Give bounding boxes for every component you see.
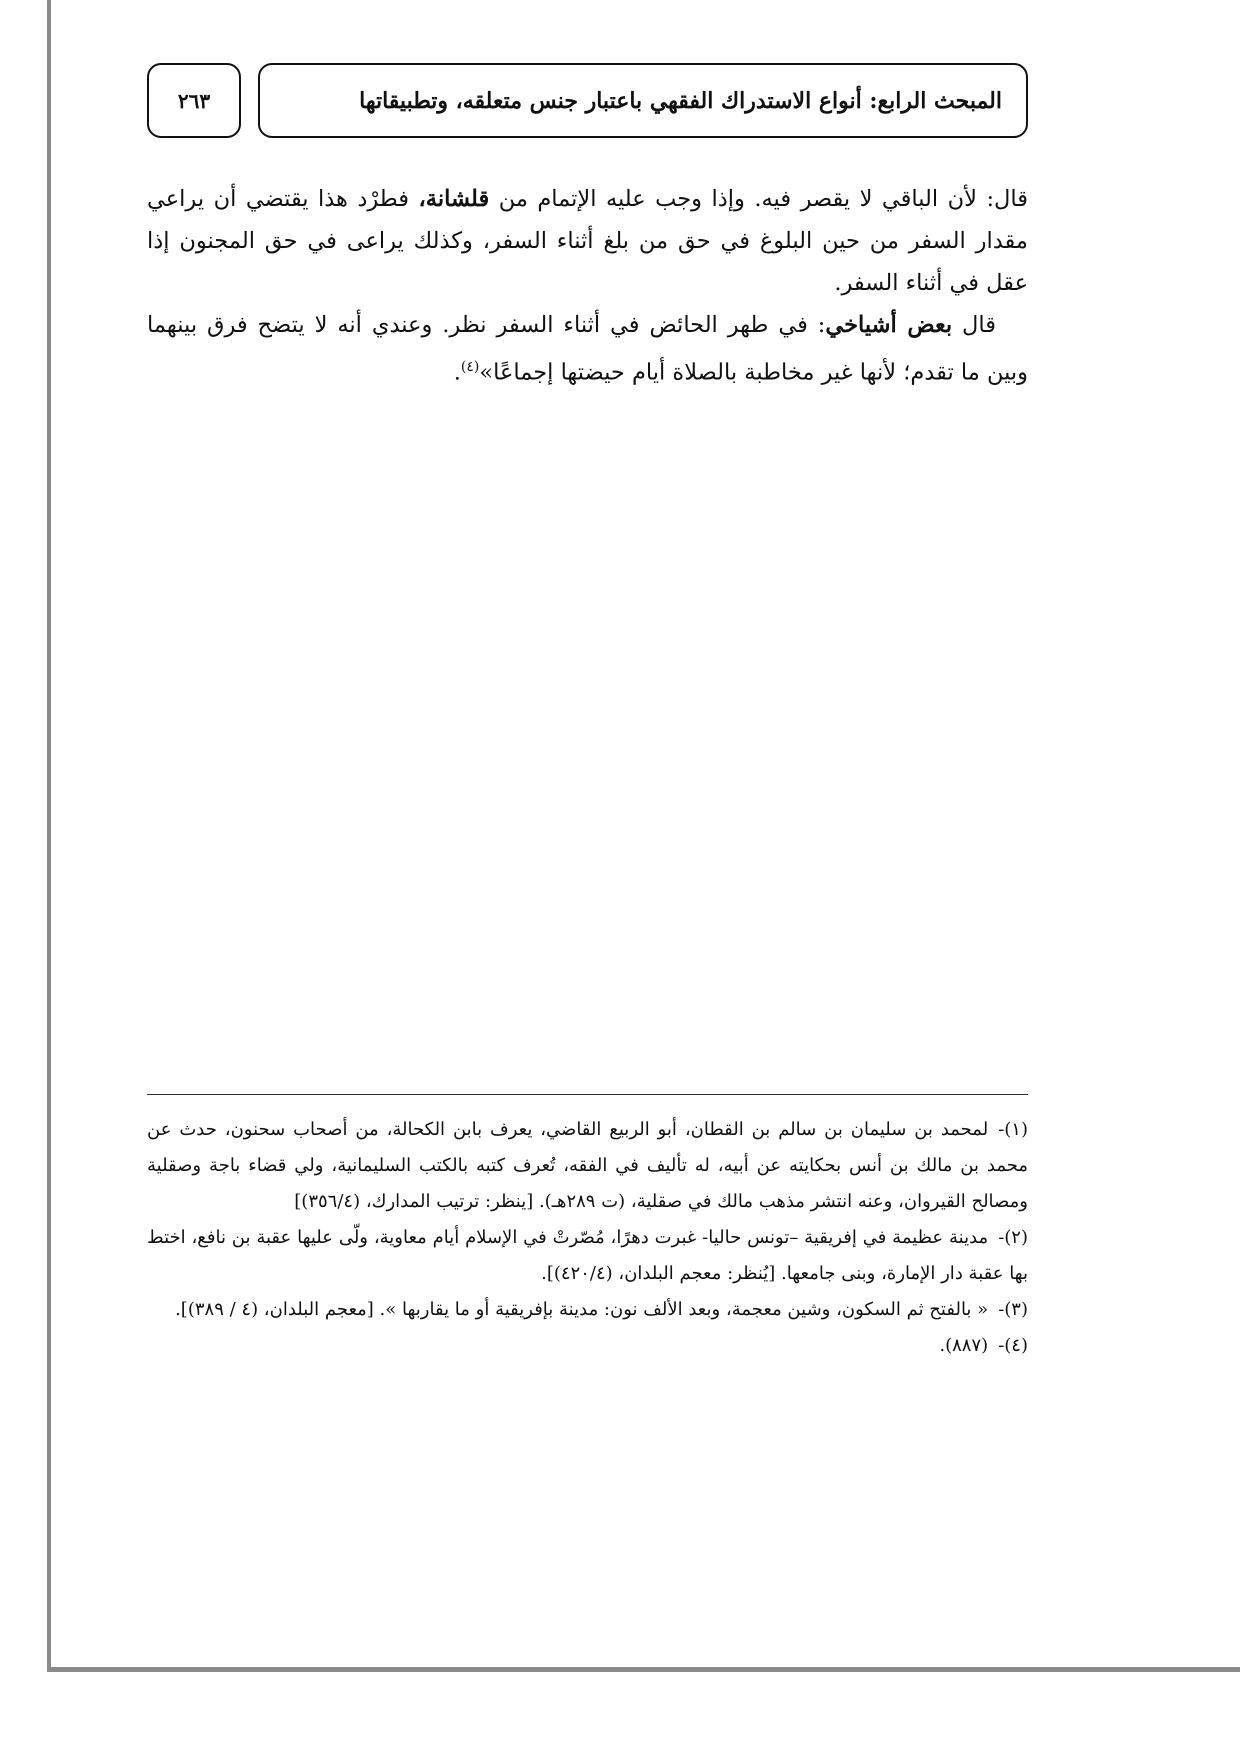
page-frame-left <box>47 0 51 1670</box>
paragraph <box>147 178 1028 304</box>
text-run: فطرْد هذا يقتضي أن يراعي مقدار السفر من حين البلوغ في حق من بلغ أثناء السفر، وكذلك يراعى في حق المجنون إذا عقل في أثناء السفر. <box>147 186 1028 296</box>
footnote <box>147 1112 1028 1220</box>
footnote-number: (٣)- <box>998 1299 1028 1320</box>
footnote <box>147 1292 1028 1328</box>
footnote-number: (١)- <box>998 1119 1028 1140</box>
text-run: قال <box>952 312 996 338</box>
footnote <box>147 1328 1028 1364</box>
emphasis-scholar: بعض أشياخي <box>825 312 953 338</box>
footnote-separator <box>147 1094 1028 1095</box>
running-header <box>258 63 1028 138</box>
footnote-reference[interactable]: (٤) <box>460 359 480 375</box>
text-run: . <box>453 359 461 386</box>
emphasis-place-name: قلشانة، <box>418 186 490 212</box>
main-text <box>147 178 1028 394</box>
text-run: قال: لأن الباقي لا يقصر فيه. وإذا وجب عليه الإتمام من <box>489 186 1028 212</box>
page-frame-bottom <box>47 1667 1240 1672</box>
paragraph <box>147 304 1028 394</box>
footnote-number: (٢)- <box>998 1227 1028 1248</box>
footnote <box>147 1220 1028 1292</box>
footnotes <box>147 1112 1028 1364</box>
chapter-title: المبحث الرابع: أنواع الاستدراك الفقهي باعتبار جنس متعلقه، وتطبيقاتها <box>359 87 1002 114</box>
footnote-text: لمحمد بن سليمان بن سالم بن القطان، أبو الربيع القاضي، يعرف بابن الكحالة، من أصحاب سحنون، حدث عن محمد بن مالك بن أنس بحكايته عن أبيه، له تأليف في الفقه، تُعرف كتبه بالكتب السليمانية، ولي قضاء باجة وصقلية ومصالح القيروان، وعنه انتشر مذهب مالك في صقلية، (ت ٢٨٩هـ). [ينظر: ترتيب المدارك، (٣٥٦/٤)] <box>147 1119 1028 1212</box>
page-number-box <box>147 63 241 138</box>
footnote-text: مدينة عظيمة في إفريقية –تونس حاليا- غبرت دهرًا، مُصّرتْ في الإسلام أيام معاوية، ولّى عليها عقبة بن نافع، اختط بها عقبة دار الإمارة، وبنى جامعها. [يُنظر: معجم البلدان، (٤٢٠/٤)]. <box>147 1227 1028 1284</box>
footnote-text: « بالفتح ثم السكون، وشين معجمة، وبعد الألف نون: مدينة بإفريقية أو ما يقاربها ». [معجم البلدان، (٤ / ٣٨٩)]. <box>175 1299 989 1320</box>
footnote-text: (٨٨٧). <box>939 1335 989 1356</box>
text-run: : في طهر الحائض في أثناء السفر نظر. وعندي أنه لا يتضح فرق بينهما وبين ما تقدم؛ لأنها غير مخاطبة بالصلاة أيام حيضتها إجماعًا» <box>147 312 1028 386</box>
page-number: ٢٦٣ <box>177 88 211 113</box>
footnote-number: (٤)- <box>998 1335 1028 1356</box>
